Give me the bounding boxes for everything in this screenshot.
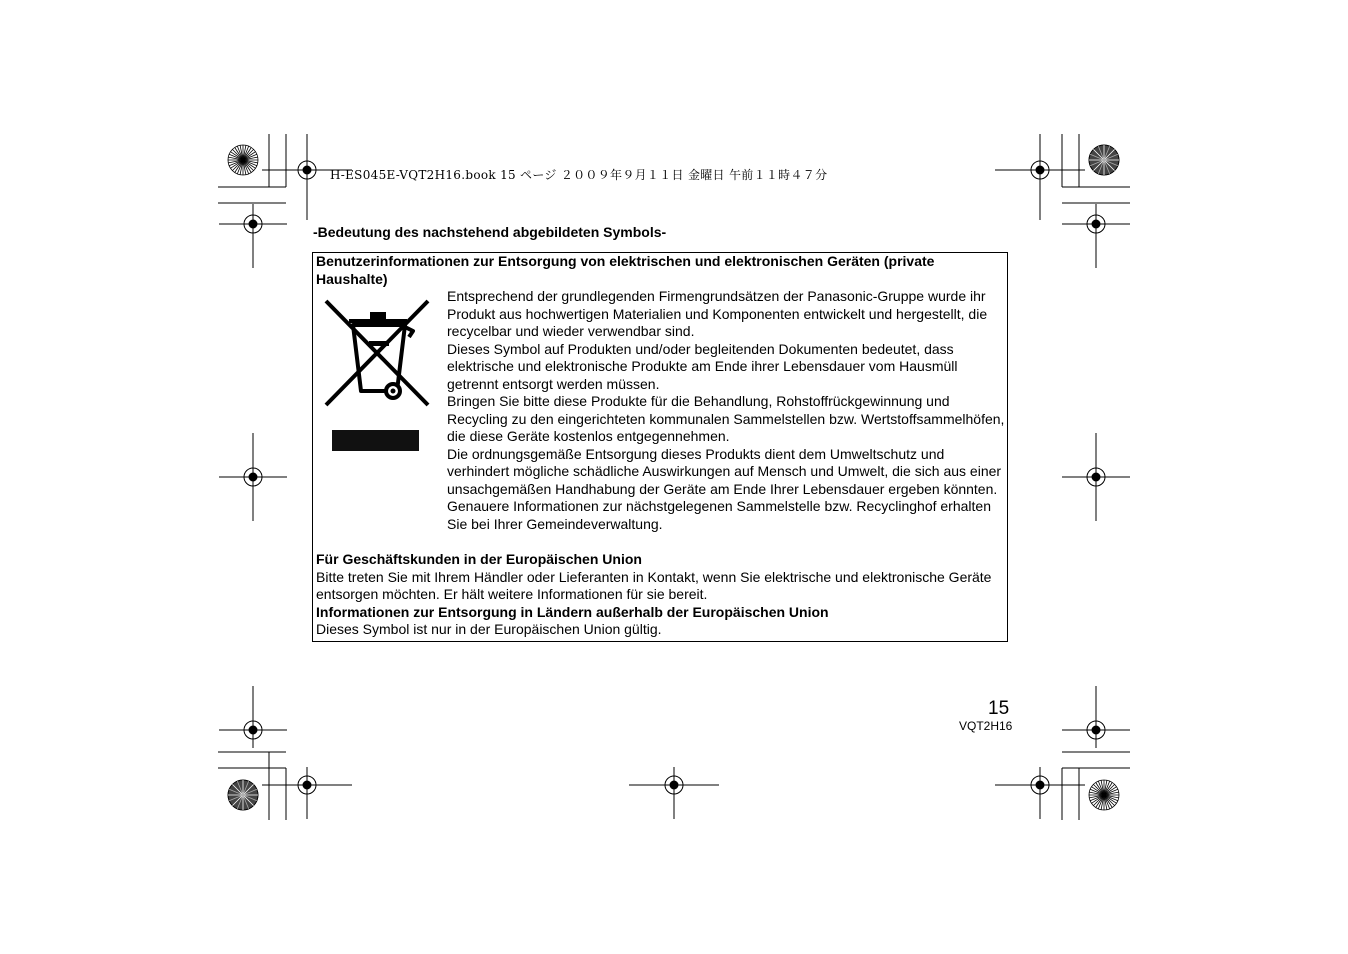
print-file-header: H-ES045E-VQT2H16.book 15 ページ ２００９年９月１１日 金曜日 午前１１時４７分	[330, 168, 828, 182]
paragraph: Genauere Informationen zur nächstgelegenen Sammelstelle bzw. Recyclinghof erhalten Sie bei Ihrer Gemeindeverwaltung.	[447, 498, 991, 532]
document-code: VQT2H16	[959, 719, 1013, 733]
solid-black-bar	[332, 430, 419, 451]
disposal-info-box	[312, 252, 1008, 642]
box-body	[447, 288, 1005, 533]
crossed-out-wheelie-bin-icon	[323, 297, 431, 409]
section-title: -Bedeutung des nachstehend abgebildeten Symbols-	[313, 224, 667, 240]
outside-eu-heading: Informationen zur Entsorgung in Ländern außerhalb der Europäischen Union	[316, 603, 829, 620]
paragraph: Bringen Sie bitte diese Produkte für die Behandlung, Rohstoffrückgewinnung und Recycling zu den eingerichteten kommunalen Sammelstellen bzw. Wertstoffsammelhöfen, die diese Geräte kostenlos entgegennehmen.	[447, 393, 1005, 444]
paragraph: Die ordnungsgemäße Entsorgung dieses Produkts dient dem Umweltschutz und verhindert mögliche schädliche Auswirkungen auf Mensch und Umwelt, die sich aus einer unsachgemäßen Handhabung der Geräte am Ende Ihrer Lebensdauer ergeben könnten.	[447, 445, 1002, 497]
business-text: Bitte treten Sie mit Ihrem Händler oder Lieferanten in Kontakt, wenn Sie elektrische und elektronische Geräte entsorgen möchten. Er hält weitere Informationen für sie bereit.	[316, 568, 992, 602]
outside-eu-text: Dieses Symbol ist nur in der Europäischen Union gültig.	[316, 621, 662, 637]
paragraph: Dieses Symbol auf Produkten und/oder begleitenden Dokumenten bedeutet, dass elektrische und elektronische Produkte am Ende ihrer Lebensdauer vom Hausmüll getrennt entsorgt werden müssen.	[447, 340, 958, 392]
page-number: 15	[988, 698, 1010, 719]
business-heading: Für Geschäftskunden in der Europäischen Union	[316, 551, 642, 567]
bottom-section	[316, 551, 1006, 639]
paragraph: Entsprechend der grundlegenden Firmengrundsätzen der Panasonic-Gruppe wurde ihr Produkt aus hochwertigen Materialien und Komponenten entwickelt und hergestellt, die recycelbar und wieder verwendbar sind.	[447, 288, 988, 339]
box-heading: Benutzerinformationen zur Entsorgung von elektrischen und elektronischen Geräten (private Haushalte)	[316, 253, 935, 287]
